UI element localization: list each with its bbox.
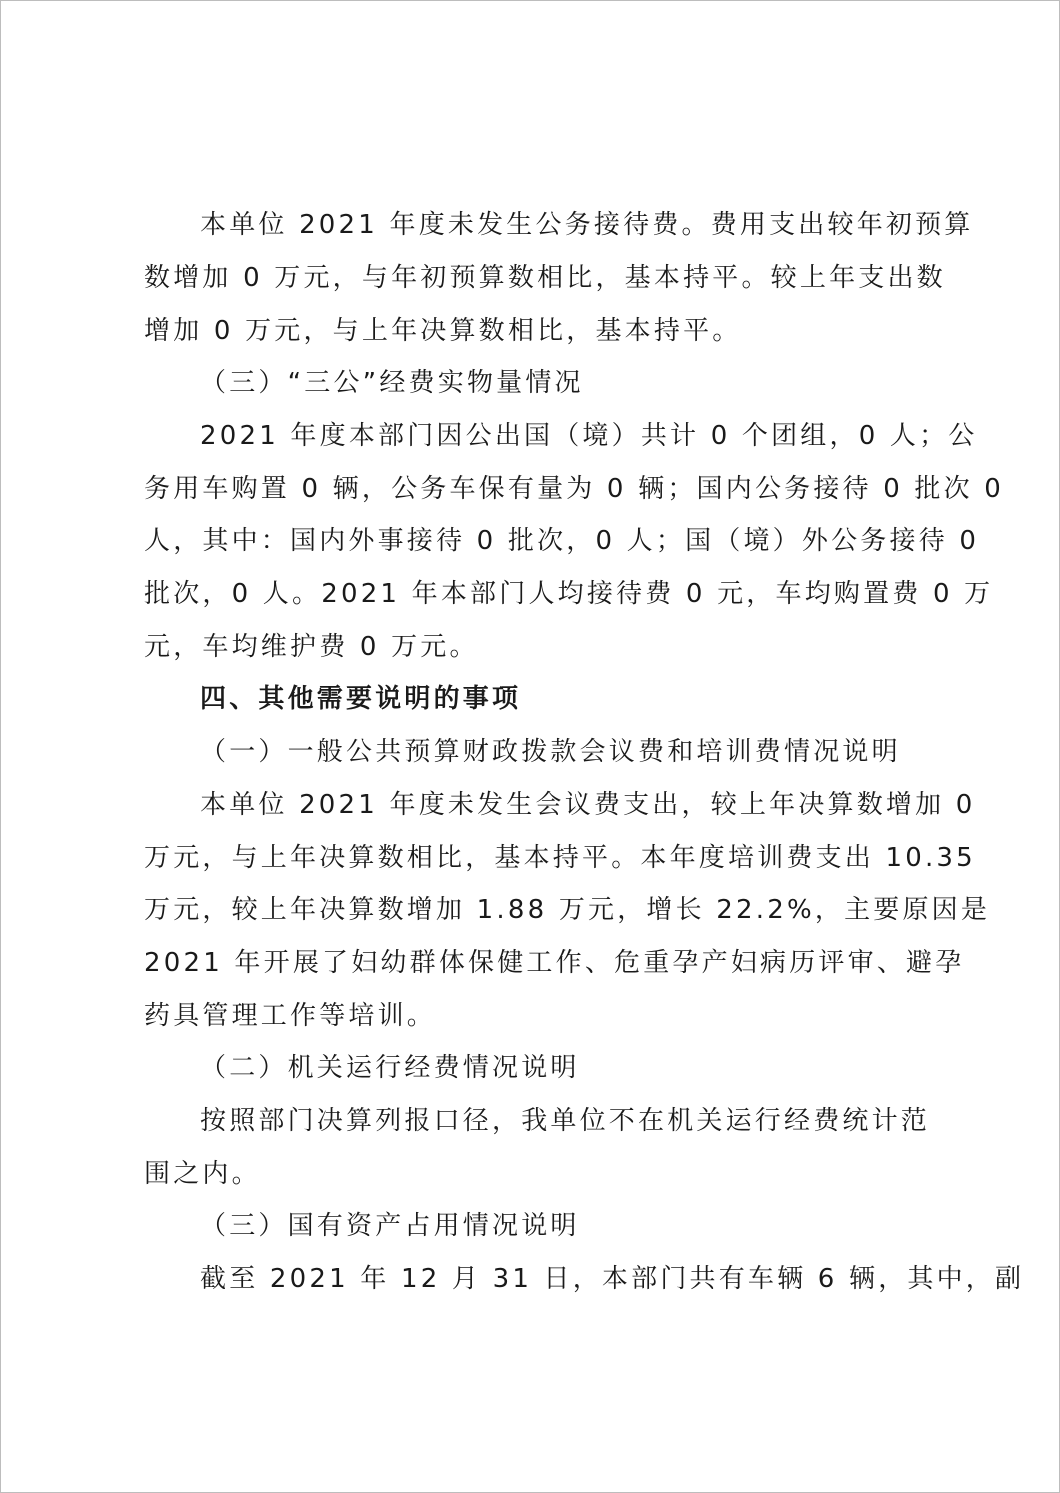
paragraph-line: 围之内。 xyxy=(144,1159,261,1189)
paragraph-line: 数增加 0 万元，与年初预算数相比，基本持平。较上年支出数 xyxy=(144,263,946,293)
paragraph-line: 批次，0 人。2021 年本部门人均接待费 0 元，车均购置费 0 万 xyxy=(144,579,994,609)
paragraph-line: 本单位 2021 年度未发生会议费支出，较上年决算数增加 0 xyxy=(200,790,976,820)
paragraph-line: 万元，较上年决算数增加 1.88 万元，增长 22.2%，主要原因是 xyxy=(144,895,991,925)
subsection-heading: （三）“三公”经费实物量情况 xyxy=(200,368,584,398)
paragraph-line: 2021 年度本部门因公出国（境）共计 0 个团组，0 人；公 xyxy=(200,421,978,451)
paragraph-line: 元，车均维护费 0 万元。 xyxy=(144,632,479,662)
subsection-heading: （一）一般公共预算财政拨款会议费和培训费情况说明 xyxy=(200,737,901,767)
paragraph-line: 按照部门决算列报口径，我单位不在机关运行经费统计范 xyxy=(200,1106,931,1136)
paragraph-line: 药具管理工作等培训。 xyxy=(144,1001,437,1031)
paragraph-line: 增加 0 万元，与上年决算数相比，基本持平。 xyxy=(144,316,742,346)
subsection-heading: （二）机关运行经费情况说明 xyxy=(200,1053,580,1083)
paragraph-line: 万元，与上年决算数相比，基本持平。本年度培训费支出 10.35 xyxy=(144,843,976,873)
paragraph-line: 人，其中：国内外事接待 0 批次，0 人；国（境）外公务接待 0 xyxy=(144,526,980,556)
paragraph-line: 务用车购置 0 辆，公务车保有量为 0 辆；国内公务接待 0 批次 0 xyxy=(144,474,1005,504)
section-heading: 四、其他需要说明的事项 xyxy=(200,684,522,714)
subsection-heading: （三）国有资产占用情况说明 xyxy=(200,1211,580,1241)
paragraph-line: 2021 年开展了妇幼群体保健工作、危重孕产妇病历评审、避孕 xyxy=(144,948,965,978)
paragraph-line: 截至 2021 年 12 月 31 日，本部门共有车辆 6 辆，其中，副 xyxy=(200,1264,1025,1294)
paragraph-line: 本单位 2021 年度未发生公务接待费。费用支出较年初预算 xyxy=(200,210,974,240)
